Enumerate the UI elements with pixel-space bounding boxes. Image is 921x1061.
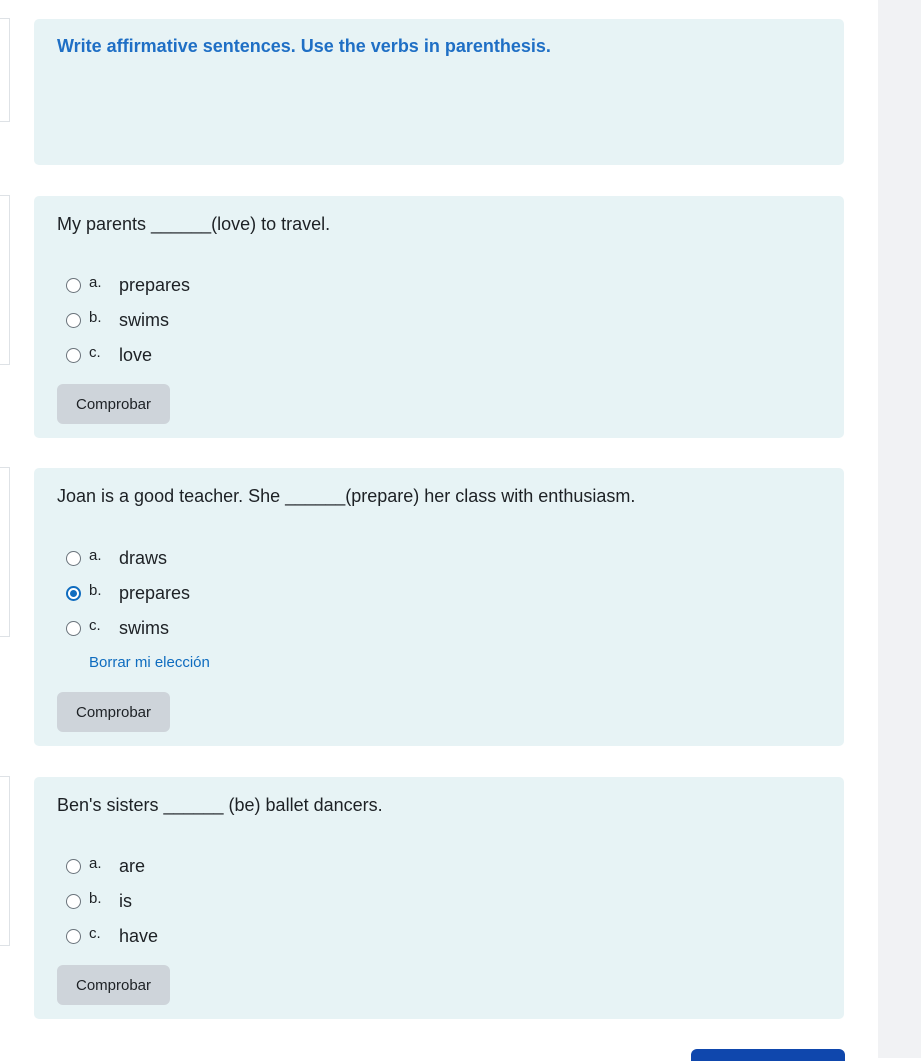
clear-choice-link[interactable]: Borrar mi elección: [89, 654, 210, 671]
option-label: love: [119, 344, 153, 365]
option-a[interactable]: [66, 854, 145, 878]
option-letter: a.: [89, 546, 102, 564]
option-c[interactable]: [66, 924, 158, 948]
option-letter: c.: [89, 924, 101, 942]
radio-button[interactable]: [66, 551, 81, 566]
next-page-button[interactable]: [691, 1049, 845, 1061]
right-scroll-gutter: [878, 0, 921, 1058]
radio-button[interactable]: [66, 348, 81, 363]
option-letter: b.: [89, 889, 102, 907]
option-a[interactable]: [66, 273, 190, 297]
question-text: Joan is a good teacher. She ______(prepare) her class with enthusiasm.: [57, 486, 636, 506]
question-nav-tab[interactable]: [0, 18, 10, 122]
option-b[interactable]: [66, 308, 169, 332]
option-label: swims: [119, 309, 169, 330]
option-label: draws: [119, 547, 168, 568]
instruction-card: [34, 19, 844, 165]
question-card-1: [34, 196, 844, 438]
option-label: swims: [119, 617, 169, 638]
question-nav-tab[interactable]: [0, 776, 10, 946]
question-text: Ben's sisters ______ (be) ballet dancers.: [57, 795, 383, 815]
question-nav-tab[interactable]: [0, 467, 10, 637]
option-label: prepares: [119, 582, 191, 603]
option-letter: c.: [89, 343, 101, 361]
instruction-text: Write affirmative sentences. Use the verbs in parenthesis.: [57, 36, 551, 56]
question-card-2: [34, 468, 844, 746]
radio-button[interactable]: [66, 621, 81, 636]
option-label: have: [119, 925, 159, 946]
radio-button[interactable]: [66, 313, 81, 328]
option-a[interactable]: [66, 546, 167, 570]
option-letter: b.: [89, 308, 102, 326]
option-b[interactable]: [66, 581, 190, 605]
option-c[interactable]: [66, 343, 152, 367]
option-letter: a.: [89, 854, 102, 872]
radio-button[interactable]: [66, 894, 81, 909]
radio-button[interactable]: [66, 859, 81, 874]
option-letter: b.: [89, 581, 102, 599]
option-label: are: [119, 855, 146, 876]
option-b[interactable]: [66, 889, 132, 913]
check-button[interactable]: Comprobar: [57, 692, 170, 732]
option-letter: c.: [89, 616, 101, 634]
option-c[interactable]: [66, 616, 169, 640]
question-nav-tab[interactable]: [0, 195, 10, 365]
option-letter: a.: [89, 273, 102, 291]
check-button[interactable]: Comprobar: [57, 384, 170, 424]
question-card-3: [34, 777, 844, 1019]
radio-button[interactable]: [66, 278, 81, 293]
radio-button[interactable]: [66, 929, 81, 944]
radio-button-selected[interactable]: [66, 586, 81, 601]
option-label: is: [119, 890, 132, 911]
question-text: My parents ______(love) to travel.: [57, 214, 331, 234]
check-button[interactable]: Comprobar: [57, 965, 170, 1005]
option-label: prepares: [119, 274, 191, 295]
